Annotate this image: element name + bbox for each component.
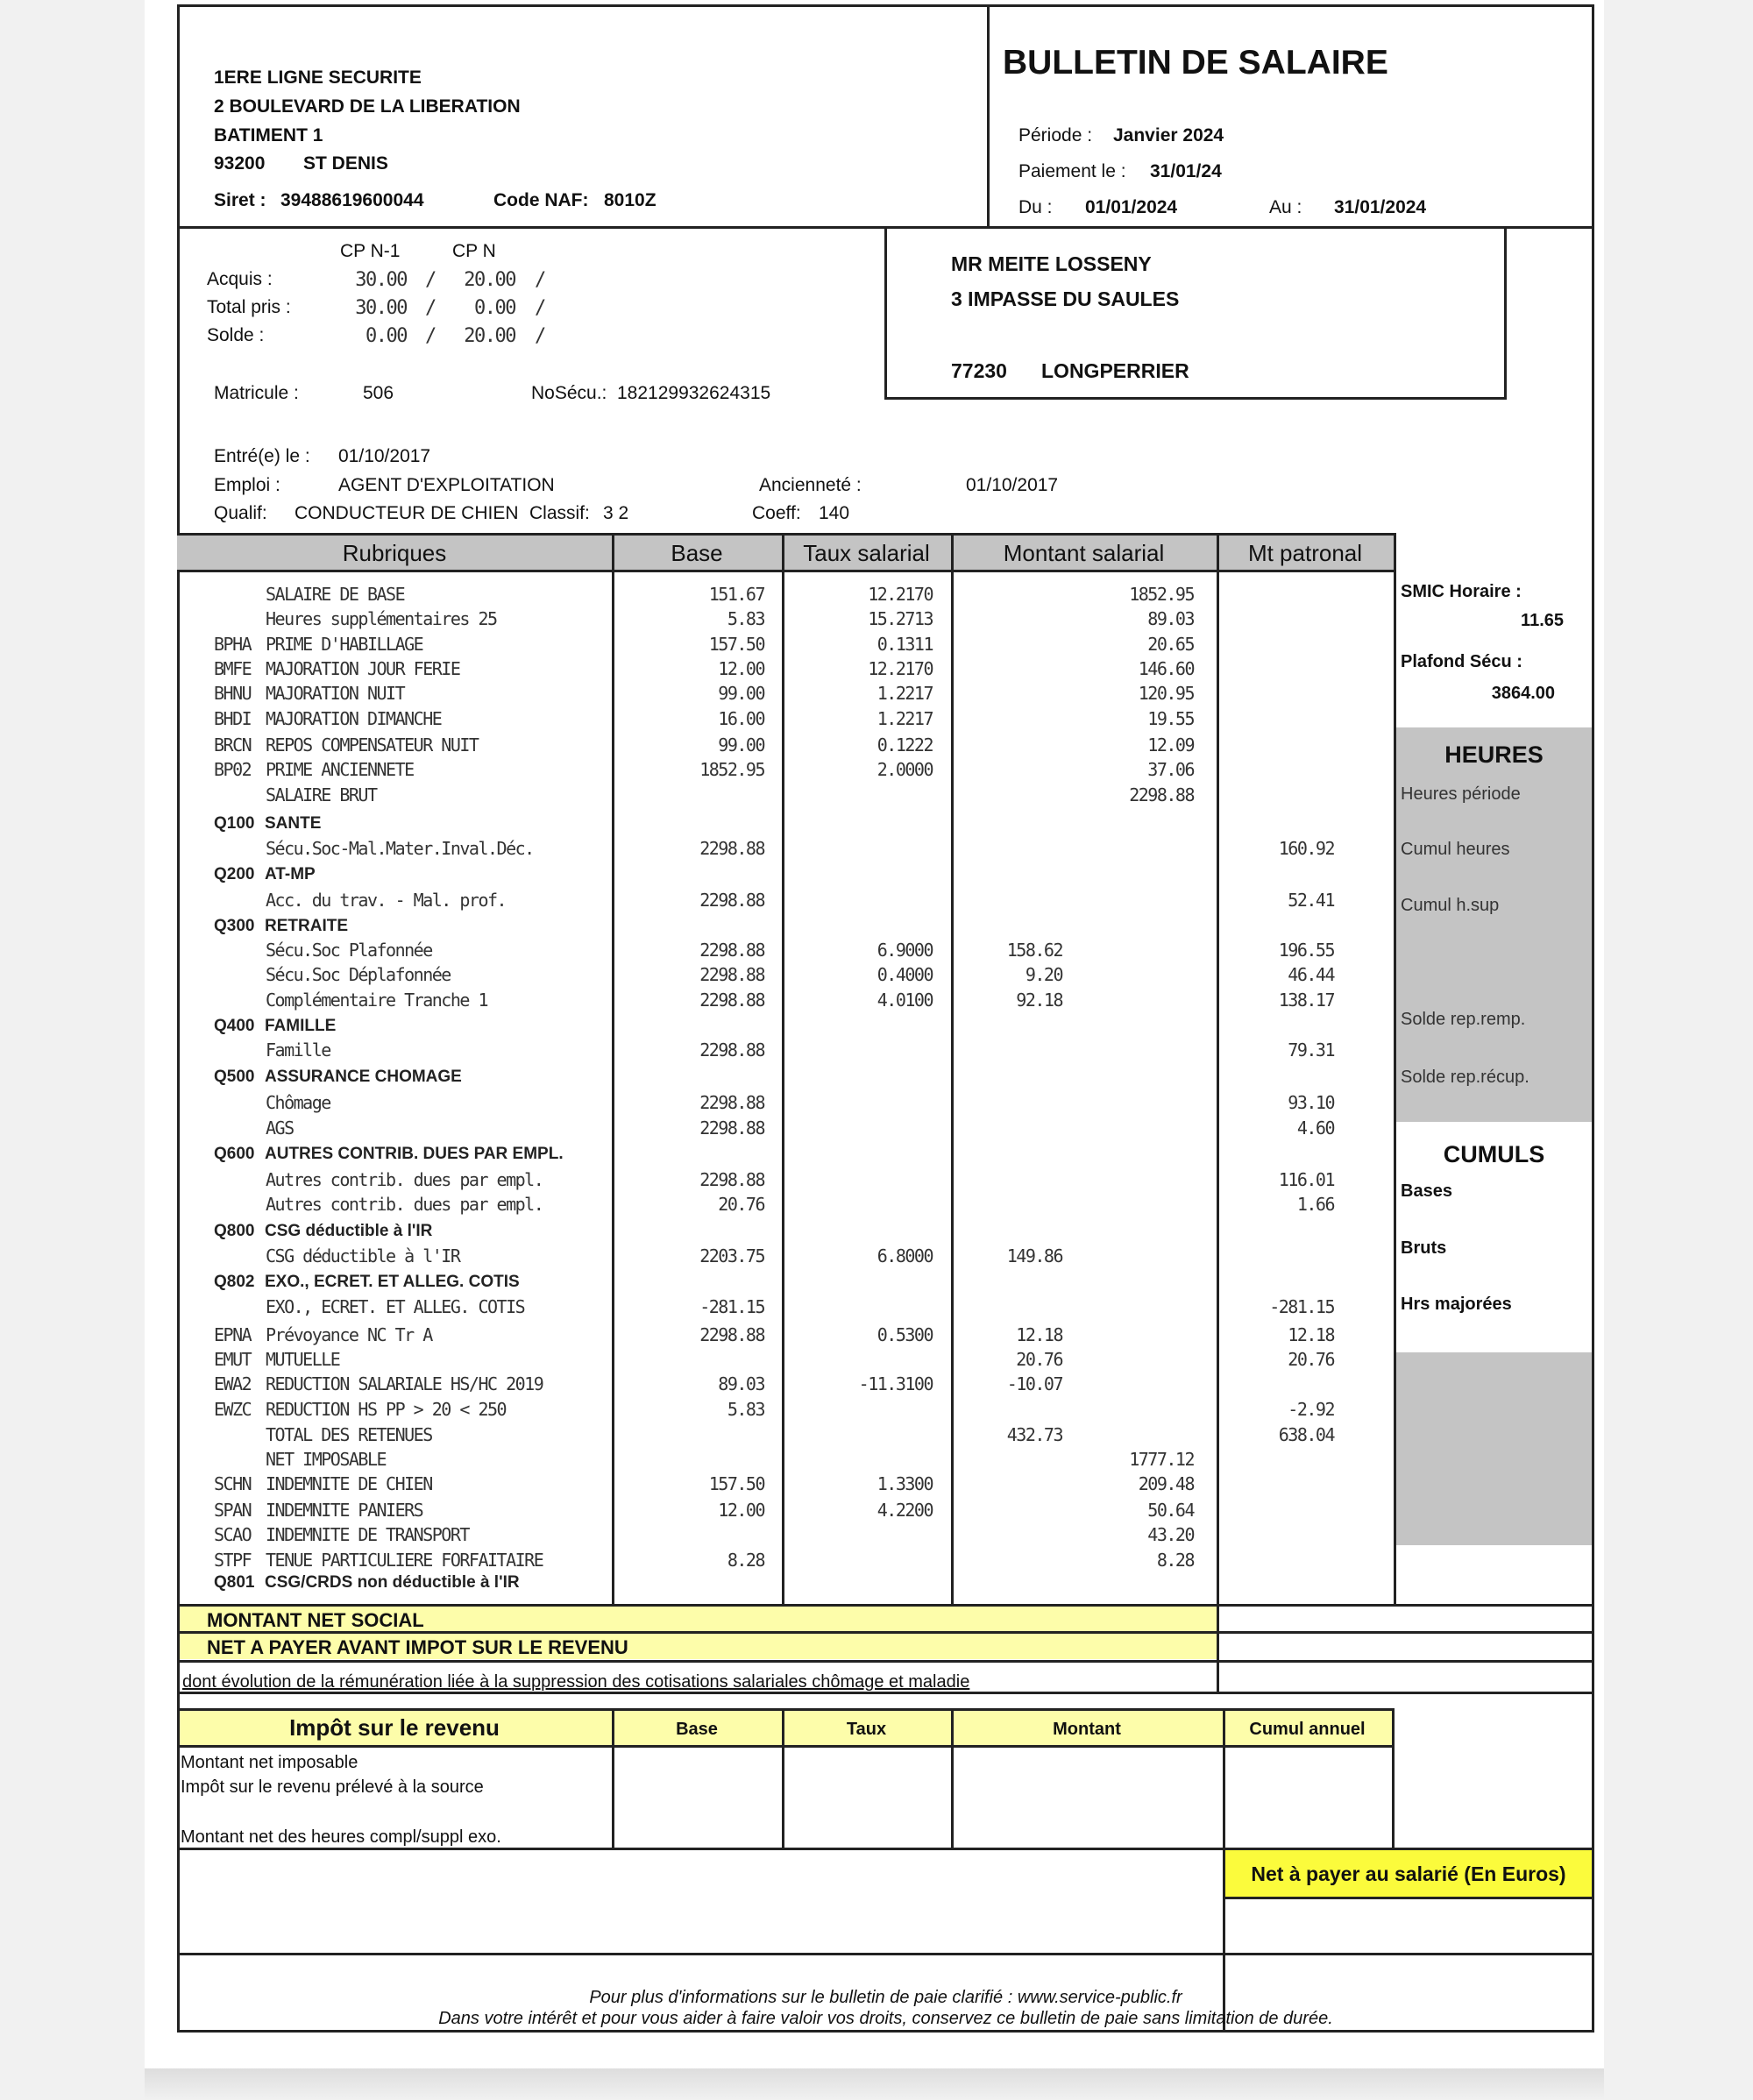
cumul-heures: Cumul heures	[1401, 840, 1510, 859]
row-taux-salarial: 1.2217	[876, 708, 933, 729]
row-taux-salarial: 0.5300	[876, 1324, 933, 1345]
naf-value: 8010Z	[604, 190, 656, 210]
evolution-line	[177, 1692, 1594, 1694]
row-taux-salarial: 0.4000	[876, 964, 933, 985]
category-label: AT-MP	[265, 865, 316, 883]
row-montant-salarial: 37.06	[1147, 759, 1194, 780]
conges-row-label: Acquis :	[207, 269, 273, 289]
row-montant-salarial: 12.09	[1147, 734, 1194, 756]
row-label: NET IMPOSABLE	[266, 1449, 387, 1470]
row-code: Q500	[214, 1068, 255, 1086]
header-mt-patronal: Mt patronal	[1247, 540, 1363, 566]
row-label: REDUCTION HS PP > 20 < 250	[266, 1399, 507, 1420]
net-payer-label: Net à payer au salarié (En Euros)	[1251, 1862, 1566, 1885]
row-label: SALAIRE BRUT	[266, 784, 377, 805]
row-base: 157.50	[708, 1473, 764, 1494]
row-montant-retenue: -10.07	[1006, 1373, 1062, 1394]
row-mt-patronal: 160.92	[1278, 838, 1334, 859]
row-montant-salarial: 50.64	[1147, 1500, 1194, 1521]
net-payer-line	[1223, 1897, 1594, 1899]
siret-value: 39488619600044	[280, 190, 424, 210]
row-mt-patronal: 52.41	[1288, 890, 1334, 911]
impot-header-taux: Taux	[846, 1720, 887, 1739]
row-montant-salarial: 146.60	[1138, 658, 1194, 679]
row-label: TOTAL DES RETENUES	[266, 1424, 432, 1445]
row-base: 2298.88	[699, 1169, 764, 1190]
row-code: BRCN	[214, 734, 252, 756]
conges-row-label: Total pris :	[207, 297, 291, 317]
page-bottom-shadow	[145, 2068, 1604, 2100]
row-label: Sécu.Soc Déplafonnée	[266, 964, 451, 985]
header-rubriques: Rubriques	[342, 540, 447, 566]
row-base: 5.83	[727, 1399, 764, 1420]
side-gray-block	[1396, 1352, 1592, 1545]
table-header-line	[177, 570, 1396, 572]
heures-title: HEURES	[1444, 741, 1544, 768]
employer-city: ST DENIS	[303, 153, 388, 174]
impot-row-heures-exo: Montant net des heures compl/suppl exo.	[181, 1827, 501, 1847]
category-label: CSG déductible à l'IR	[265, 1222, 433, 1240]
row-code: EPNA	[214, 1324, 252, 1345]
table-top-line	[177, 533, 1396, 536]
entree-label: Entré(e) le :	[214, 446, 310, 466]
qualif-label: Qualif:	[214, 503, 267, 523]
row-code: Q800	[214, 1222, 255, 1240]
left-border	[177, 226, 180, 2032]
row-label: SALAIRE DE BASE	[266, 584, 405, 605]
impot-top-line	[177, 1708, 1395, 1711]
nosecu-label: NoSécu.:	[531, 383, 607, 403]
row-taux-salarial: 4.2200	[876, 1500, 933, 1521]
row-montant-retenue: 432.73	[1006, 1424, 1062, 1445]
row-base: 99.00	[718, 734, 764, 756]
conges-cp-n-value: 20.00	[464, 325, 515, 347]
row-label: Acc. du trav. - Mal. prof.	[266, 890, 507, 911]
solde-rep-recup: Solde rep.récup.	[1401, 1068, 1529, 1087]
category-label: FAMILLE	[265, 1017, 337, 1035]
row-label: INDEMNITE DE CHIEN	[266, 1473, 432, 1494]
conges-separator: /	[535, 325, 545, 347]
row-mt-patronal: 46.44	[1288, 964, 1334, 985]
classif-value: 3 2	[603, 503, 629, 523]
row-taux-salarial: 0.1311	[876, 634, 933, 655]
row-code: Q801	[214, 1573, 255, 1592]
row-code: EMUT	[214, 1349, 252, 1370]
category-label: EXO., ECRET. ET ALLEG. COTIS	[265, 1273, 520, 1291]
row-taux-salarial: 1.2217	[876, 683, 933, 704]
row-taux-salarial: 12.2170	[868, 584, 933, 605]
employer-address1: 2 BOULEVARD DE LA LIBERATION	[214, 96, 521, 117]
row-base: 151.67	[708, 584, 764, 605]
row-base: 2298.88	[699, 1092, 764, 1113]
conges-separator: /	[535, 297, 545, 319]
impot-header-title: Impôt sur le revenu	[289, 1714, 500, 1741]
row-taux-salarial: 1.3300	[876, 1473, 933, 1494]
header-divider	[987, 4, 990, 229]
employee-postcode: 77230	[951, 359, 1007, 382]
row-mt-patronal: -2.92	[1288, 1399, 1334, 1420]
row-taux-salarial: 15.2713	[868, 608, 933, 629]
row-code: Q802	[214, 1273, 255, 1291]
conges-cp-n1-value: 0.00	[366, 325, 407, 347]
row-code: BP02	[214, 759, 252, 780]
row-montant-salarial: 1777.12	[1129, 1449, 1194, 1470]
cumul-bases: Bases	[1401, 1181, 1452, 1201]
conges-cp-n-value: 20.00	[464, 269, 515, 291]
row-taux-salarial: 6.8000	[876, 1245, 933, 1266]
classif-label: Classif:	[529, 503, 590, 523]
row-label: Heures supplémentaires 25	[266, 608, 497, 629]
du-label: Du :	[1018, 197, 1053, 217]
emploi-value: AGENT D'EXPLOITATION	[338, 475, 555, 495]
row-montant-salarial: 2298.88	[1129, 784, 1194, 805]
conges-row-label: Solde :	[207, 325, 265, 345]
row-mt-patronal: 638.04	[1278, 1424, 1334, 1445]
conges-separator: /	[425, 297, 436, 319]
row-mt-patronal: 4.60	[1296, 1117, 1334, 1139]
row-code: BPHA	[214, 634, 252, 655]
au-label: Au :	[1269, 197, 1302, 217]
row-code: Q200	[214, 865, 255, 883]
row-code: BHNU	[214, 683, 252, 704]
header-montant-salarial: Montant salarial	[1003, 540, 1165, 566]
row-base: 1852.95	[699, 759, 764, 780]
right-border	[1592, 226, 1594, 2032]
plafond-value: 3864.00	[1491, 684, 1555, 703]
row-base: 2298.88	[699, 1324, 764, 1345]
category-label: CSG/CRDS non déductible à l'IR	[265, 1573, 520, 1592]
row-montant-salarial: 209.48	[1138, 1473, 1194, 1494]
impot-row-prelevement: Impôt sur le revenu prélevé à la source	[181, 1777, 484, 1797]
plafond-label: Plafond Sécu :	[1401, 652, 1522, 671]
impot-header-cumul: Cumul annuel	[1249, 1720, 1366, 1739]
row-label: Complémentaire Tranche 1	[266, 990, 487, 1011]
row-label: Sécu.Soc Plafonnée	[266, 940, 432, 961]
row-label: MAJORATION JOUR FERIE	[266, 658, 460, 679]
smic-label: SMIC Horaire :	[1401, 582, 1522, 601]
employer-name: 1ERE LIGNE SECURITE	[214, 67, 422, 88]
row-label: Famille	[266, 1039, 330, 1061]
periode-label: Période :	[1018, 125, 1093, 145]
entree-value: 01/10/2017	[338, 446, 431, 466]
impot-sep-5	[1392, 1708, 1395, 1848]
matricule-label: Matricule :	[214, 383, 299, 403]
paiement-value: 31/01/24	[1150, 161, 1222, 181]
coeff-label: Coeff:	[752, 503, 801, 523]
au-value: 31/01/2024	[1334, 197, 1427, 217]
header-taux-salarial: Taux salarial	[803, 540, 930, 566]
row-base: 20.76	[718, 1194, 764, 1215]
row-montant-salarial: 19.55	[1147, 708, 1194, 729]
row-label: MUTUELLE	[266, 1349, 340, 1370]
row-mt-patronal: 93.10	[1288, 1092, 1334, 1113]
net-avant-impot-line	[177, 1660, 1594, 1663]
periode-value: Janvier 2024	[1113, 125, 1224, 145]
row-mt-patronal: 116.01	[1278, 1169, 1334, 1190]
row-base: 5.83	[727, 608, 764, 629]
row-label: Sécu.Soc-Mal.Mater.Inval.Déc.	[266, 838, 534, 859]
naf-label: Code NAF:	[493, 190, 589, 210]
row-label: Autres contrib. dues par empl.	[266, 1194, 543, 1215]
cumul-hsup: Cumul h.sup	[1401, 896, 1500, 915]
row-mt-patronal: 12.18	[1288, 1324, 1334, 1345]
smic-value: 11.65	[1521, 611, 1564, 630]
row-code: SPAN	[214, 1500, 252, 1521]
row-label: Chômage	[266, 1092, 330, 1113]
row-label: MAJORATION NUIT	[266, 683, 405, 704]
row-label: Autres contrib. dues par empl.	[266, 1169, 543, 1190]
row-taux-salarial: -11.3100	[858, 1373, 933, 1394]
row-montant-salarial: 120.95	[1138, 683, 1194, 704]
row-base: 12.00	[718, 658, 764, 679]
impot-header-line	[177, 1745, 1395, 1748]
row-label: PRIME D'HABILLAGE	[266, 634, 423, 655]
row-montant-retenue: 149.86	[1006, 1245, 1062, 1266]
row-mt-patronal: 1.66	[1296, 1194, 1334, 1215]
net-avant-impot-label: NET A PAYER AVANT IMPOT SUR LE REVENU	[207, 1636, 628, 1658]
row-montant-salarial: 20.65	[1147, 634, 1194, 655]
row-base: 2298.88	[699, 838, 764, 859]
emploi-label: Emploi :	[214, 475, 280, 495]
solde-rep-remp: Solde rep.remp.	[1401, 1010, 1526, 1029]
row-mt-patronal: 138.17	[1278, 990, 1334, 1011]
row-code: EWA2	[214, 1373, 252, 1394]
row-label: CSG déductible à l'IR	[266, 1245, 460, 1266]
row-taux-salarial: 0.1222	[876, 734, 933, 756]
row-base: 99.00	[718, 683, 764, 704]
anciennete-label: Ancienneté :	[759, 475, 862, 495]
row-montant-retenue: 20.76	[1016, 1349, 1062, 1370]
row-code: BMFE	[214, 658, 252, 679]
conges-separator: /	[425, 325, 436, 347]
row-label: EXO., ECRET. ET ALLEG. COTIS	[266, 1296, 525, 1317]
row-base: 157.50	[708, 634, 764, 655]
row-montant-salarial: 43.20	[1147, 1524, 1194, 1545]
row-mt-patronal: 196.55	[1278, 940, 1334, 961]
qualif-value: CONDUCTEUR DE CHIEN	[295, 503, 519, 523]
row-base: 2298.88	[699, 890, 764, 911]
nosecu-value: 182129932624315	[617, 383, 771, 403]
row-montant-salarial: 8.28	[1156, 1550, 1194, 1571]
net-social-label: MONTANT NET SOCIAL	[207, 1609, 424, 1631]
conges-cp-n1-value: 30.00	[355, 297, 407, 319]
row-base: 8.28	[727, 1550, 764, 1571]
row-montant-salarial: 89.03	[1147, 608, 1194, 629]
row-base: 2298.88	[699, 964, 764, 985]
row-taux-salarial: 12.2170	[868, 658, 933, 679]
coeff-value: 140	[819, 503, 850, 523]
row-code: BHDI	[214, 708, 252, 729]
row-code: SCHN	[214, 1473, 252, 1494]
row-code: Q600	[214, 1145, 255, 1163]
row-base: -281.15	[699, 1296, 764, 1317]
category-label: RETRAITE	[265, 917, 348, 935]
category-label: SANTE	[265, 814, 322, 833]
row-code: STPF	[214, 1550, 252, 1571]
row-montant-retenue: 9.20	[1025, 964, 1062, 985]
row-label: AGS	[266, 1117, 294, 1139]
document-title: BULLETIN DE SALAIRE	[1003, 44, 1388, 82]
paiement-label: Paiement le :	[1018, 161, 1126, 181]
row-label: INDEMNITE PANIERS	[266, 1500, 423, 1521]
cumul-bruts: Bruts	[1401, 1238, 1447, 1258]
employee-address: 3 IMPASSE DU SAULES	[951, 287, 1180, 310]
row-label: TENUE PARTICULIERE FORFAITAIRE	[266, 1550, 543, 1571]
employer-address2: BATIMENT 1	[214, 125, 323, 145]
row-montant-retenue: 12.18	[1016, 1324, 1062, 1345]
row-base: 89.03	[718, 1373, 764, 1394]
row-label: Prévoyance NC Tr A	[266, 1324, 432, 1345]
category-label: ASSURANCE CHOMAGE	[265, 1068, 462, 1086]
employer-postcode: 93200	[214, 153, 266, 174]
employee-city: LONGPERRIER	[1041, 359, 1189, 382]
row-code: Q400	[214, 1017, 255, 1035]
row-base: 2203.75	[699, 1245, 764, 1266]
cumuls-title: CUMULS	[1443, 1141, 1545, 1167]
cumul-hrs-majorees: Hrs majorées	[1401, 1295, 1512, 1314]
conges-separator: /	[535, 269, 545, 291]
siret-label: Siret :	[214, 190, 266, 210]
row-label: PRIME ANCIENNETE	[266, 759, 414, 780]
footer-bottom-line	[177, 2030, 1594, 2033]
heures-periode: Heures période	[1401, 784, 1521, 804]
row-base: 2298.88	[699, 990, 764, 1011]
row-mt-patronal: -281.15	[1269, 1296, 1334, 1317]
row-code: Q100	[214, 814, 255, 833]
matricule-value: 506	[363, 383, 394, 403]
totals-value-sep	[1217, 1604, 1219, 1693]
footer-top-line	[177, 1953, 1594, 1955]
impot-header-base: Base	[676, 1720, 718, 1739]
row-code: Q300	[214, 917, 255, 935]
category-label: AUTRES CONTRIB. DUES PAR EMPL.	[265, 1145, 564, 1163]
footer-line2: Dans votre intérêt et pour vous aider à faire valoir vos droits, conservez ce bulletin de paie sans limitation de durée.	[438, 2009, 1333, 2028]
impot-row-net-imposable: Montant net imposable	[181, 1753, 358, 1772]
row-base: 2298.88	[699, 1117, 764, 1139]
impot-header-montant: Montant	[1053, 1720, 1121, 1739]
row-label: REDUCTION SALARIALE HS/HC 2019	[266, 1373, 543, 1394]
conges-separator: /	[425, 269, 436, 291]
row-montant-salarial: 1852.95	[1129, 584, 1194, 605]
row-base: 16.00	[718, 708, 764, 729]
du-value: 01/01/2024	[1085, 197, 1178, 217]
row-mt-patronal: 79.31	[1288, 1039, 1334, 1061]
row-taux-salarial: 6.9000	[876, 940, 933, 961]
row-code: EWZC	[214, 1399, 252, 1420]
header-base: Base	[671, 540, 723, 566]
row-base: 12.00	[718, 1500, 764, 1521]
row-label: MAJORATION DIMANCHE	[266, 708, 442, 729]
row-montant-retenue: 92.18	[1016, 990, 1062, 1011]
row-label: INDEMNITE DE TRANSPORT	[266, 1524, 469, 1545]
cp-n-header: CP N	[452, 241, 496, 261]
row-base: 2298.88	[699, 940, 764, 961]
row-montant-retenue: 158.62	[1006, 940, 1062, 961]
employee-name: MR MEITE LOSSENY	[951, 252, 1152, 275]
footer-line1: Pour plus d'informations sur le bulletin de paie clarifié : www.service-public.fr	[589, 1988, 1182, 2007]
row-taux-salarial: 4.0100	[876, 990, 933, 1011]
row-taux-salarial: 2.0000	[876, 759, 933, 780]
row-base: 2298.88	[699, 1039, 764, 1061]
row-code: SCAO	[214, 1524, 252, 1545]
conges-cp-n1-value: 30.00	[355, 269, 407, 291]
cp-n1-header: CP N-1	[340, 241, 401, 261]
row-mt-patronal: 20.76	[1288, 1349, 1334, 1370]
anciennete-value: 01/10/2017	[966, 475, 1059, 495]
conges-cp-n-value: 0.00	[474, 297, 515, 319]
evolution-note: dont évolution de la rémunération liée à la suppression des cotisations salariales chômage et maladie	[182, 1672, 970, 1692]
row-label: REPOS COMPENSATEUR NUIT	[266, 734, 479, 756]
